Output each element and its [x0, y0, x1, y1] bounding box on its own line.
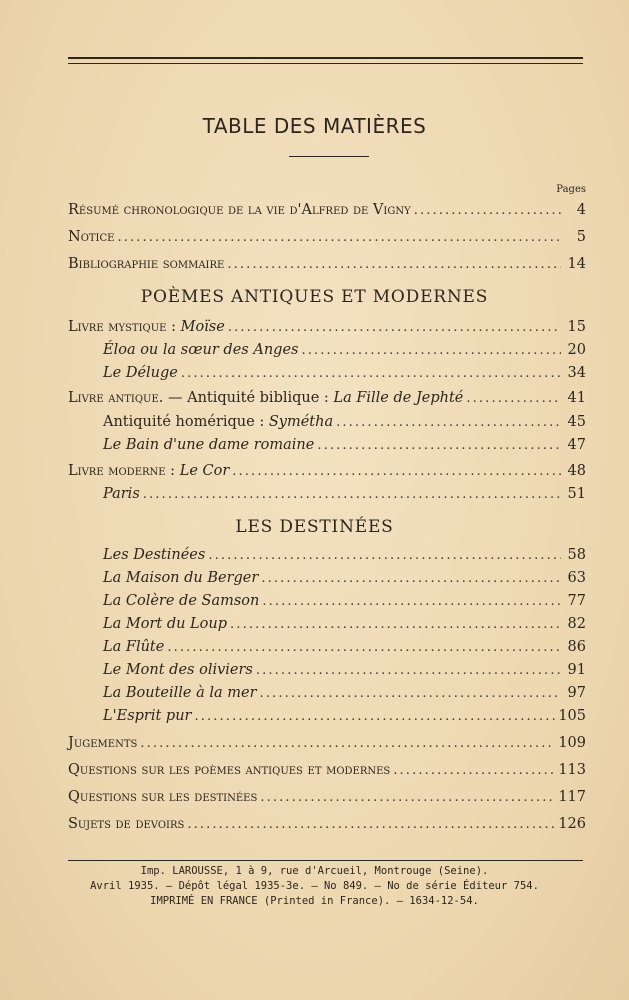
leader-dots [143, 487, 561, 502]
subsection-label: Antiquité homérique : [103, 414, 269, 430]
poem-title: La Bouteille à la mer [103, 685, 257, 701]
toc-entry [68, 731, 586, 751]
livre-label: Livre mystique : [68, 319, 181, 335]
toc-entry-page: 41 [567, 390, 586, 406]
poem-title: Symétha [268, 414, 334, 430]
toc-entry [68, 252, 586, 272]
top-rule-thin [68, 63, 583, 64]
toc-entry-page: 126 [558, 816, 586, 832]
toc-entry-text: Bibliographie sommaire [68, 256, 225, 272]
toc-entry [103, 482, 586, 502]
leader-dots [262, 594, 561, 609]
poem-title: Les Destinées [103, 547, 206, 563]
page-title: TABLE DES MATIÈRES [202, 114, 427, 138]
toc-entry [103, 566, 586, 586]
pages-column-header: Pages [556, 184, 586, 195]
leader-dots [194, 709, 555, 724]
poem-title: Le Cor [179, 463, 230, 479]
leader-dots [256, 663, 561, 678]
toc-entry [103, 589, 586, 609]
poem-title: Moïse [180, 319, 225, 335]
leader-dots [260, 790, 555, 805]
imprint-line-1: Imp. LAROUSSE, 1 à 9, rue d'Arcueil, Montrouge (Seine). [140, 865, 489, 877]
toc-entry-text [68, 390, 463, 406]
toc-entry [68, 785, 586, 805]
leader-dots [181, 366, 561, 381]
toc-entry [103, 681, 586, 701]
poem-title: Le Déluge [103, 365, 178, 381]
toc-entry [68, 812, 586, 832]
livre-label: Livre antique. — [68, 390, 188, 406]
poem-title: Paris [103, 486, 140, 502]
imprint-line-2: Avril 1935. — Dépôt légal 1935-3e. — No 849. — No de série Éditeur 754. [90, 880, 539, 892]
poem-title: La Flûte [103, 639, 165, 655]
toc-entry-page: 63 [567, 570, 586, 586]
poem-title: La Colère de Samson [103, 593, 260, 609]
toc-entry [103, 433, 586, 453]
imprint-line-3: IMPRIMÉ EN FRANCE (Printed in France). — 1634-12-54. [150, 895, 479, 907]
toc-entry-page: 86 [567, 639, 586, 655]
bottom-rule [68, 860, 583, 861]
poem-title: Éloa ou la sœur des Anges [103, 342, 299, 358]
leader-dots [317, 438, 561, 453]
leader-dots [260, 686, 561, 701]
toc-entry-page: 14 [567, 256, 586, 272]
toc-entry [103, 361, 586, 381]
livre-label: Livre moderne : [68, 463, 180, 479]
toc-entry [103, 410, 586, 430]
toc-entry-page: 51 [567, 486, 586, 502]
toc-entry-page: 82 [567, 616, 586, 632]
toc-entry-page: 34 [567, 365, 586, 381]
leader-dots [228, 320, 561, 335]
toc-entry-text [68, 319, 225, 335]
toc-entry-page: 109 [558, 735, 586, 751]
toc-entry [103, 543, 586, 563]
leader-dots [261, 571, 561, 586]
toc-entry-text: Notice [68, 229, 115, 245]
toc-entry-page: 15 [567, 319, 586, 335]
toc-entry [68, 315, 586, 335]
toc-entry [68, 386, 586, 406]
toc-entry [103, 612, 586, 632]
subsection-label: Antiquité biblique : [187, 390, 334, 406]
toc-entry-page: 47 [567, 437, 586, 453]
leader-dots [393, 763, 555, 778]
leader-dots [336, 415, 561, 430]
toc-entry-page: 4 [576, 202, 586, 218]
toc-entry-page: 58 [567, 547, 586, 563]
toc-entry-text [103, 414, 333, 430]
leader-dots [232, 464, 561, 479]
toc-entry-page: 91 [567, 662, 586, 678]
toc-entry-page: 45 [567, 414, 586, 430]
leader-dots [301, 343, 561, 358]
toc-entry-page: 97 [567, 685, 586, 701]
leader-dots [140, 736, 555, 751]
toc-entry-page: 5 [576, 229, 586, 245]
toc-entry [103, 635, 586, 655]
section-heading-poemes: POÈMES ANTIQUES ET MODERNES [140, 287, 489, 307]
toc-entry-text: Questions sur les destinées [68, 789, 258, 805]
title-underline [289, 156, 369, 157]
poem-title: La Fille de Jephté [333, 390, 464, 406]
toc-entry [103, 704, 586, 724]
leader-dots [227, 257, 561, 272]
poem-title: L'Esprit pur [103, 708, 192, 724]
toc-entry [103, 338, 586, 358]
toc-entry [68, 459, 586, 479]
poem-title: La Maison du Berger [103, 570, 259, 586]
leader-dots [230, 617, 561, 632]
toc-entry-text: Résumé chronologique de la vie d'Alfred de Vigny [68, 202, 411, 218]
toc-entry-text: Questions sur les poèmes antiques et modernes [68, 762, 391, 778]
toc-entry-page: 105 [558, 708, 586, 724]
poem-title: La Mort du Loup [103, 616, 228, 632]
toc-entry [103, 658, 586, 678]
leader-dots [414, 203, 561, 218]
toc-entry-page: 77 [567, 593, 586, 609]
toc-entry-text [68, 463, 229, 479]
toc-entry-page: 48 [567, 463, 586, 479]
toc-entry [68, 198, 586, 218]
top-rule [68, 57, 583, 59]
toc-entry-page: 113 [558, 762, 586, 778]
leader-dots [187, 817, 555, 832]
toc-entry [68, 225, 586, 245]
section-heading-destinees: LES DESTINÉES [235, 517, 394, 537]
toc-entry-text: Jugements [68, 735, 138, 751]
leader-dots [117, 230, 561, 245]
poem-title: Le Bain d'une dame romaine [103, 437, 315, 453]
toc-entry-page: 117 [558, 789, 586, 805]
toc-entry-page: 20 [567, 342, 586, 358]
toc-entry [68, 758, 586, 778]
leader-dots [466, 391, 561, 406]
leader-dots [208, 548, 561, 563]
toc-entry-text: Sujets de devoirs [68, 816, 185, 832]
leader-dots [167, 640, 561, 655]
poem-title: Le Mont des oliviers [103, 662, 253, 678]
